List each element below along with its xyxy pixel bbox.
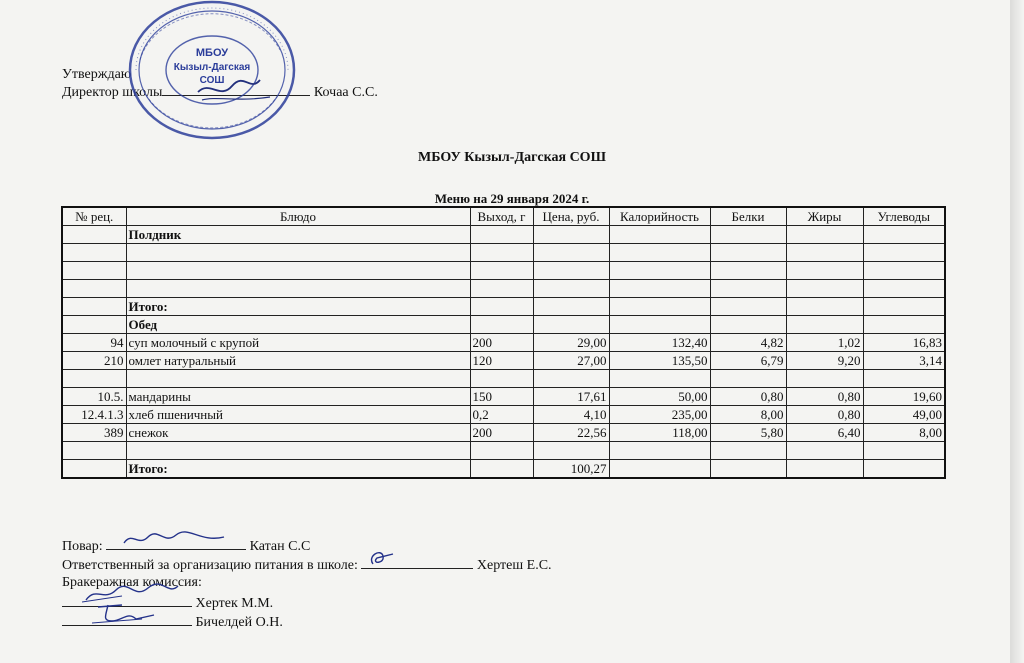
table-row xyxy=(62,244,945,262)
table-cell xyxy=(786,298,863,316)
table-cell xyxy=(786,316,863,334)
table-cell: 22,56 xyxy=(533,424,609,442)
table-cell xyxy=(126,244,470,262)
table-cell: 6,40 xyxy=(786,424,863,442)
school-stamp xyxy=(120,0,310,145)
column-header: Калорийность xyxy=(609,207,710,226)
table-cell xyxy=(126,442,470,460)
table-cell: 0,2 xyxy=(470,406,533,424)
page-edge-shadow xyxy=(1010,0,1024,663)
table-cell xyxy=(470,460,533,479)
table-cell xyxy=(533,442,609,460)
column-header: Белки xyxy=(710,207,786,226)
table-row xyxy=(62,352,945,370)
table-cell xyxy=(533,226,609,244)
table-cell xyxy=(62,460,126,479)
table-cell xyxy=(863,316,945,334)
table-cell: Обед xyxy=(126,316,470,334)
table-cell: 4,10 xyxy=(533,406,609,424)
table-cell xyxy=(710,316,786,334)
responsible-row xyxy=(62,554,552,573)
table-cell: Итого: xyxy=(126,298,470,316)
table-cell xyxy=(863,226,945,244)
table-cell xyxy=(863,244,945,262)
stamp-text-2: Кызыл-Дагская xyxy=(173,62,251,73)
table-cell xyxy=(786,262,863,280)
table-cell xyxy=(710,244,786,262)
document-title: МБОУ Кызыл-Дагская СОШ xyxy=(418,150,606,165)
column-header: Блюдо xyxy=(126,207,470,226)
table-cell: Итого: xyxy=(126,460,470,479)
table-cell xyxy=(609,316,710,334)
table-cell xyxy=(786,280,863,298)
table-cell: 50,00 xyxy=(609,388,710,406)
table-row xyxy=(62,370,945,388)
table-cell: 19,60 xyxy=(863,388,945,406)
table-cell xyxy=(609,280,710,298)
table-row xyxy=(62,388,945,406)
table-cell xyxy=(863,442,945,460)
table-cell: мандарины xyxy=(126,388,470,406)
table-cell xyxy=(470,298,533,316)
responsible-name: Хертеш Е.С. xyxy=(476,558,552,573)
director-label: Директор школы xyxy=(62,85,163,100)
table-row xyxy=(62,406,945,424)
table-cell xyxy=(609,226,710,244)
table-cell xyxy=(609,262,710,280)
table-cell xyxy=(863,280,945,298)
responsible-signature xyxy=(363,546,403,568)
table-cell xyxy=(533,370,609,388)
table-cell xyxy=(609,442,710,460)
table-cell: 4,82 xyxy=(710,334,786,352)
table-row xyxy=(62,442,945,460)
cook-row xyxy=(62,535,552,554)
table-cell: 10.5. xyxy=(62,388,126,406)
table-cell: суп молочный с крупой xyxy=(126,334,470,352)
table-cell xyxy=(786,370,863,388)
table-cell xyxy=(126,370,470,388)
table-cell: 150 xyxy=(470,388,533,406)
table-cell: 12.4.1.3 xyxy=(62,406,126,424)
cook-signature-line xyxy=(106,535,246,550)
table-row xyxy=(62,316,945,334)
table-row xyxy=(62,262,945,280)
table-cell: хлеб пшеничный xyxy=(126,406,470,424)
table-cell xyxy=(710,442,786,460)
table-cell xyxy=(126,262,470,280)
cook-name: Катан С.С xyxy=(249,539,311,554)
table-cell: 1,02 xyxy=(786,334,863,352)
member2-row xyxy=(62,611,552,630)
table-cell: 235,00 xyxy=(609,406,710,424)
table-body xyxy=(62,226,945,479)
table-cell xyxy=(533,280,609,298)
table-cell: 135,50 xyxy=(609,352,710,370)
member2-signature-line xyxy=(62,611,192,626)
table-cell xyxy=(609,460,710,479)
table-cell xyxy=(470,226,533,244)
responsible-label: Ответственный за организацию питания в школе: xyxy=(62,558,358,573)
table-cell: 17,61 xyxy=(533,388,609,406)
table-cell: 200 xyxy=(470,424,533,442)
table-cell xyxy=(533,262,609,280)
table-cell xyxy=(470,262,533,280)
column-header: № рец. xyxy=(62,207,126,226)
commission-label: Бракеражная комиссия: xyxy=(62,575,202,590)
table-cell: омлет натуральный xyxy=(126,352,470,370)
table-cell xyxy=(710,460,786,479)
table-cell xyxy=(62,298,126,316)
table-cell xyxy=(533,244,609,262)
menu-table xyxy=(61,206,946,479)
table-row xyxy=(62,226,945,244)
table-cell xyxy=(470,316,533,334)
table-cell: 27,00 xyxy=(533,352,609,370)
table-cell xyxy=(863,298,945,316)
member2-signature xyxy=(92,601,162,627)
table-cell xyxy=(62,442,126,460)
stamp-text-1: МБОУ xyxy=(195,47,229,59)
table-cell: снежок xyxy=(126,424,470,442)
table-cell: 0,80 xyxy=(786,388,863,406)
table-cell xyxy=(609,244,710,262)
table-cell xyxy=(62,262,126,280)
table-cell: 6,79 xyxy=(710,352,786,370)
column-header: Цена, руб. xyxy=(533,207,609,226)
table-cell: 8,00 xyxy=(863,424,945,442)
table-cell xyxy=(710,298,786,316)
menu-date-title: Меню на 29 января 2024 г. xyxy=(434,191,590,206)
table-cell: 0,80 xyxy=(710,388,786,406)
table-header-row xyxy=(62,207,945,226)
table-cell xyxy=(126,280,470,298)
member1-name: Хертек М.М. xyxy=(195,596,274,611)
table-cell xyxy=(863,460,945,479)
table-cell xyxy=(863,370,945,388)
table-cell xyxy=(533,316,609,334)
column-header: Жиры xyxy=(786,207,863,226)
table-cell xyxy=(786,244,863,262)
table-cell: 29,00 xyxy=(533,334,609,352)
table-cell: 200 xyxy=(470,334,533,352)
table-cell: 49,00 xyxy=(863,406,945,424)
table-cell: 389 xyxy=(62,424,126,442)
responsible-signature-line xyxy=(361,554,473,569)
table-cell xyxy=(62,316,126,334)
table-cell xyxy=(470,370,533,388)
table-cell xyxy=(710,370,786,388)
table-cell xyxy=(710,262,786,280)
table-cell: Полдник xyxy=(126,226,470,244)
table-cell xyxy=(62,244,126,262)
table-cell: 210 xyxy=(62,352,126,370)
stamp-text-3: СОШ xyxy=(199,75,225,86)
table-cell: 100,27 xyxy=(533,460,609,479)
table-cell: 3,14 xyxy=(863,352,945,370)
table-row xyxy=(62,298,945,316)
table-cell xyxy=(62,280,126,298)
table-cell: 132,40 xyxy=(609,334,710,352)
table-row xyxy=(62,460,945,479)
table-cell: 0,80 xyxy=(786,406,863,424)
table-row xyxy=(62,280,945,298)
table-cell: 16,83 xyxy=(863,334,945,352)
table-cell xyxy=(863,262,945,280)
table-cell xyxy=(470,244,533,262)
table-cell xyxy=(710,280,786,298)
cook-label: Повар: xyxy=(62,539,103,554)
column-header: Выход, г xyxy=(470,207,533,226)
director-name: Кочаа С.С. xyxy=(313,85,378,100)
table-cell xyxy=(470,280,533,298)
column-header: Углеводы xyxy=(863,207,945,226)
table-cell xyxy=(470,442,533,460)
table-row xyxy=(62,334,945,352)
table-cell xyxy=(786,226,863,244)
table-cell: 120 xyxy=(470,352,533,370)
cook-signature xyxy=(120,529,230,549)
table-cell: 5,80 xyxy=(710,424,786,442)
table-row xyxy=(62,424,945,442)
table-cell xyxy=(786,442,863,460)
table-cell xyxy=(786,460,863,479)
table-cell: 118,00 xyxy=(609,424,710,442)
table-cell xyxy=(533,298,609,316)
table-cell: 8,00 xyxy=(710,406,786,424)
table-cell xyxy=(62,226,126,244)
member2-name: Бичелдей О.Н. xyxy=(195,615,283,630)
table-cell xyxy=(62,370,126,388)
table-cell xyxy=(609,370,710,388)
table-cell xyxy=(710,226,786,244)
table-cell: 9,20 xyxy=(786,352,863,370)
table-cell: 94 xyxy=(62,334,126,352)
footer-signatures xyxy=(62,535,552,630)
approved-label: Утверждаю xyxy=(62,67,132,82)
table-cell xyxy=(609,298,710,316)
